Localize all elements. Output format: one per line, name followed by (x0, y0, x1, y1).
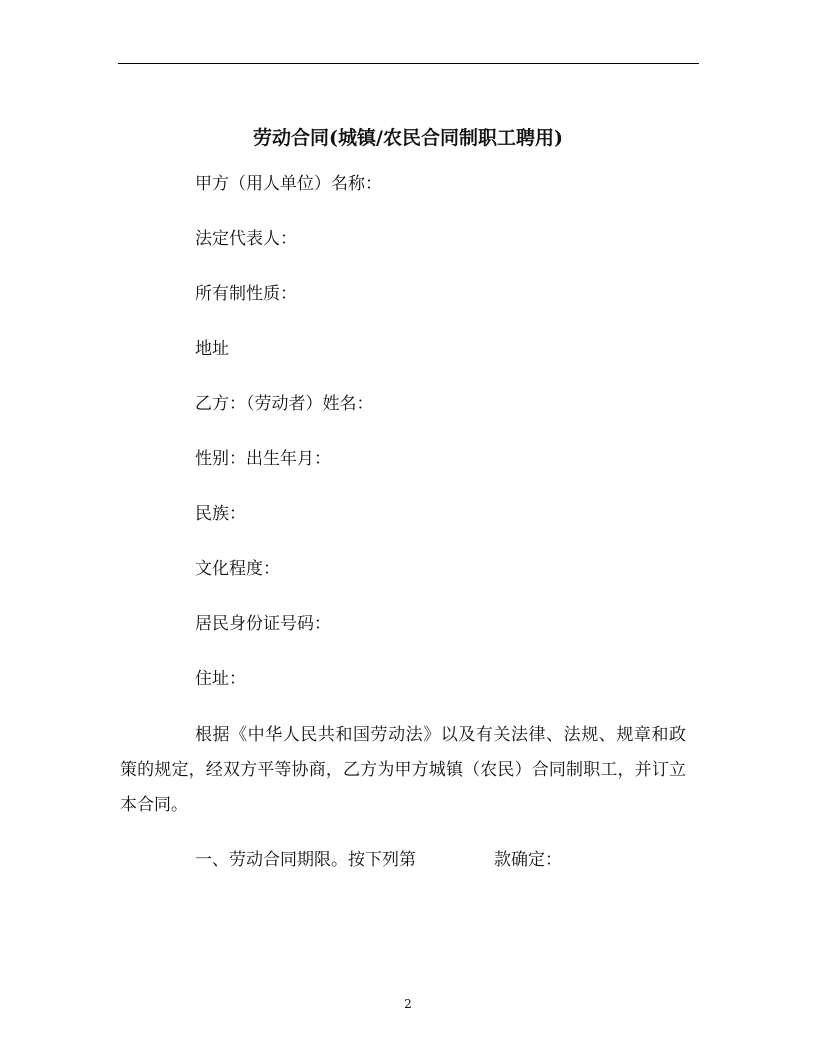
document-title: 劳动合同(城镇/农民合同制职工聘用) (253, 127, 563, 149)
field-employee-name: 乙方：（劳动者）姓名： (195, 394, 374, 414)
field-residence: 住址： (195, 669, 246, 689)
field-employer-name: 甲方（用人单位）名称： (195, 174, 382, 194)
clause-suffix: 款确定： (494, 850, 562, 870)
field-ownership-type: 所有制性质： (195, 284, 297, 304)
header-rule (118, 63, 699, 64)
preamble-paragraph: 根据《中华人民共和国劳动法》以及有关法律、法规、规章和政策的规定，经双方平等协商，乙方为甲方城镇（农民）合同制职工，并订立本合同。 (120, 725, 686, 815)
field-id-number: 居民身份证号码： (195, 614, 331, 634)
field-education: 文化程度： (195, 559, 280, 579)
clause-contract-term (195, 848, 562, 872)
clause-prefix: 一、劳动合同期限。按下列第 (195, 850, 416, 870)
field-address: 地址 (195, 339, 229, 359)
field-gender-birthdate: 性别：出生年月： (195, 449, 331, 469)
field-ethnicity: 民族： (195, 504, 246, 524)
page-number: 2 (404, 997, 412, 1011)
field-legal-representative: 法定代表人： (195, 229, 297, 249)
